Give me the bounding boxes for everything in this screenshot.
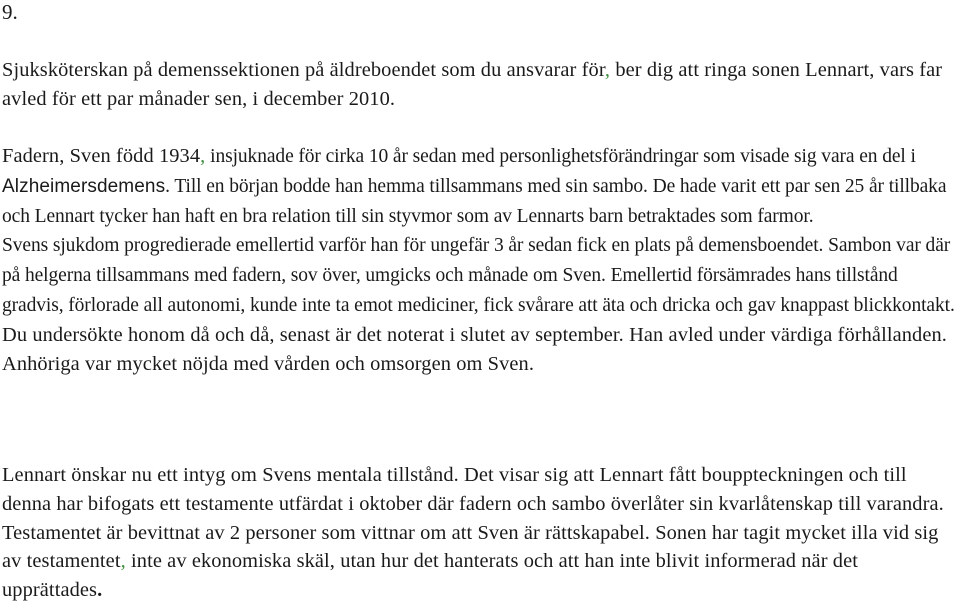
question-number: 9. xyxy=(2,0,18,24)
request-period: . xyxy=(97,579,103,602)
intro-text-2: ber dig att ringa sonen Lennart, vars far avled för ett par månader sen, i december 2010. xyxy=(2,59,943,110)
paragraph-history xyxy=(2,142,958,378)
paragraph-request xyxy=(2,461,958,605)
intro-comma: , xyxy=(604,59,611,81)
request-text-2: inte av ekonomiska skäl, utan hur det hanterats och att han inte blivit informerad när det upprättades xyxy=(2,550,858,602)
request-comma: , xyxy=(120,550,126,573)
history-text-6: Du undersökte honom då och då, senast är det noterat i slutet av september. Han avled under värdiga förhållanden. Anhöriga var mycket nöjda med vården och omsorgen om Sven. xyxy=(2,323,947,375)
history-text-2: insjuknade för cirka 10 år sedan med personlighetsförändringar som visade sig vara en del i xyxy=(205,146,916,167)
intro-text-1: Sjuksköterskan på demenssektionen på äldreboendet som du ansvarar för xyxy=(2,59,605,81)
request-text-1: Lennart önskar nu ett intyg om Svens mentala tillstånd. Det visar sig att Lennart fått bouppteckningen och till denna har bifogats ett testamente utfärdat i oktober där fadern och sambo överlåter sin kvarlåtenskap till varandra. Testamentet är bevittnat av 2 personer som vittnar om att Sven är rättskapabel. Sonen har tagit mycket illa vid sig av testamentet xyxy=(2,464,944,573)
history-text-3: Alzheimersdemens xyxy=(2,175,166,197)
history-comma: , xyxy=(200,145,206,167)
paragraph-intro xyxy=(2,56,958,114)
history-text-4: . Till en början bodde han hemma tillsammans med sin sambo. De hade varit ett par sen 25 år tillbaka och Lennart tycker han haft en bra relation till sin styvmor som av Lennarts barn betraktades som farmor. xyxy=(2,175,947,227)
history-text-5: Svens sjukdom progredierade emellertid varför han för ungefär 3 år sedan fick en plats på demensboendet. Sambon var där på helgerna tillsammans med fadern, sov över, umgicks och månade om Sven. Emellertid försämrades hans tillstånd gradvis, förlorade all autonomi, kunde inte ta emot mediciner, fick svårare att äta och dricka och gav knappast blickkontakt. xyxy=(2,235,955,316)
history-text-1: Fadern, Sven född 1934 xyxy=(2,145,201,167)
